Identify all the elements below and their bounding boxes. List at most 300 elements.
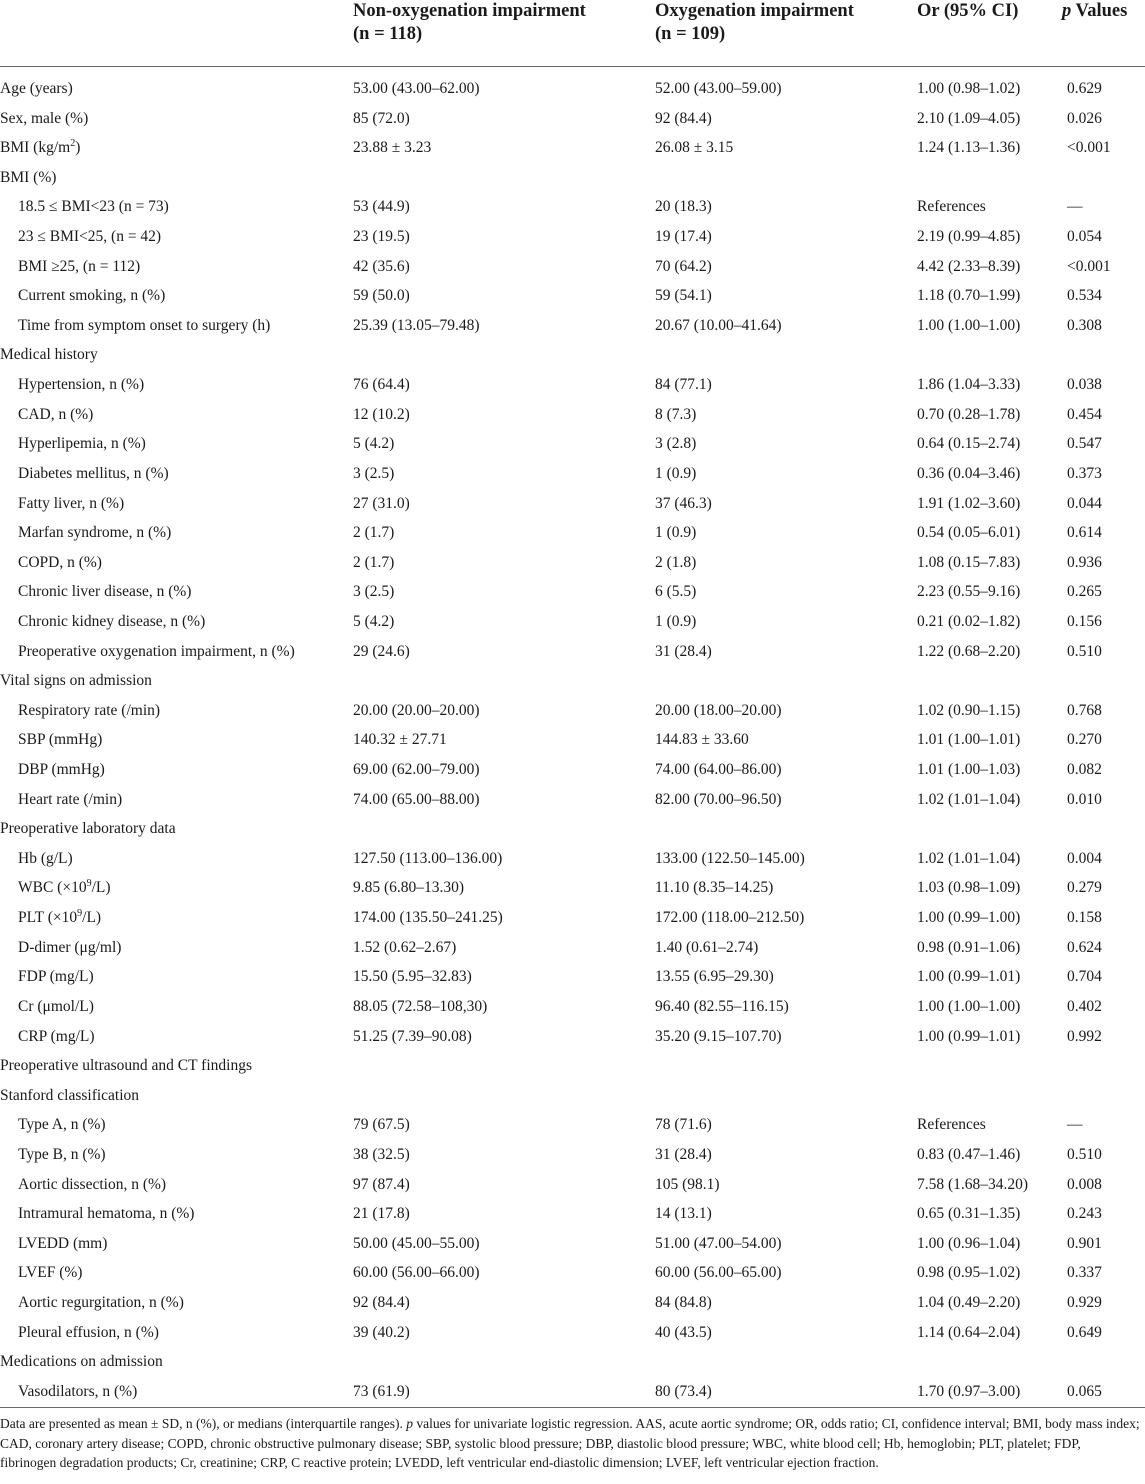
header-oxygenation-title: Oxygenation impairment: [655, 1, 854, 21]
table-row: [0, 814, 1145, 844]
row-label: [18, 903, 101, 932]
row-label: [0, 104, 88, 133]
non-oxygenation-value: 42 (35.6): [353, 257, 410, 275]
row-label-superscript: 2: [70, 138, 76, 150]
odds-ratio-value: 1.00 (1.00–1.00): [917, 997, 1021, 1015]
row-label-text: 23 ≤ BMI<25, (n = 42): [18, 228, 162, 246]
row-label-text: Type A, n (%): [18, 1116, 106, 1134]
oxygenation-value: 35.20 (9.15–107.70): [655, 1027, 782, 1045]
table-row: [0, 370, 1145, 400]
table-row: [0, 548, 1145, 578]
odds-ratio-value: 0.21 (0.02–1.82): [917, 612, 1021, 630]
row-label: [0, 163, 56, 192]
oxygenation-value: 11.10 (8.35–14.25): [655, 879, 774, 897]
table-row: [0, 1022, 1145, 1052]
table-row: [0, 133, 1145, 163]
oxygenation-value: 14 (13.1): [655, 1205, 712, 1223]
header-oxygenation: [655, 0, 854, 46]
header-non-oxygenation-title: Non-oxygenation impairment: [353, 1, 586, 21]
odds-ratio-value: 0.54 (0.05–6.01): [917, 524, 1021, 542]
non-oxygenation-value: 92 (84.4): [353, 1293, 410, 1311]
row-label-text: CRP (mg/L): [18, 1027, 95, 1045]
row-label-text: Preoperative laboratory data: [0, 820, 176, 838]
odds-ratio-value: 0.98 (0.95–1.02): [917, 1264, 1021, 1282]
oxygenation-value: 26.08 ± 3.15: [655, 139, 734, 157]
row-label-text: Fatty liver, n (%): [18, 494, 125, 512]
non-oxygenation-value: 3 (2.5): [353, 464, 395, 482]
table-body: [0, 74, 1145, 1406]
row-label-text: WBC (×10: [18, 879, 87, 897]
row-label: [18, 459, 169, 488]
odds-ratio-value: 1.01 (1.00–1.03): [917, 761, 1021, 779]
oxygenation-value: 78 (71.6): [655, 1116, 712, 1134]
non-oxygenation-value: 53 (44.9): [353, 198, 410, 216]
table-row: [0, 903, 1145, 933]
row-label-text: BMI (kg/m: [0, 139, 71, 157]
odds-ratio-value: 0.70 (0.28–1.78): [917, 405, 1021, 423]
row-label: [18, 755, 105, 784]
oxygenation-value: 84 (77.1): [655, 376, 712, 394]
row-label: [18, 637, 295, 666]
odds-ratio-value: 7.58 (1.68–34.20): [917, 1175, 1029, 1193]
non-oxygenation-value: 74.00 (65.00–88.00): [353, 790, 480, 808]
non-oxygenation-value: 79 (67.5): [353, 1116, 410, 1134]
footnote-p-italic: p: [406, 1416, 414, 1431]
oxygenation-value: 60.00 (56.00–65.00): [655, 1264, 782, 1282]
odds-ratio-value: 1.02 (0.90–1.15): [917, 701, 1021, 719]
p-value: 0.373: [1067, 464, 1102, 482]
oxygenation-value: 92 (84.4): [655, 109, 712, 127]
row-label-text: Marfan syndrome, n (%): [18, 524, 172, 542]
row-label-text: D-dimer (μg/ml): [18, 938, 122, 956]
oxygenation-value: 13.55 (6.95–29.30): [655, 968, 774, 986]
row-label: [18, 1022, 95, 1051]
oxygenation-value: 1.40 (0.61–2.74): [655, 938, 759, 956]
table-row: [0, 340, 1145, 370]
oxygenation-value: 74.00 (64.00–86.00): [655, 761, 782, 779]
non-oxygenation-value: 27 (31.0): [353, 494, 410, 512]
row-label-text: Type B, n (%): [18, 1145, 106, 1163]
row-label-text: Hb (g/L): [18, 849, 73, 867]
p-value: 0.270: [1067, 731, 1102, 749]
oxygenation-value: 80 (73.4): [655, 1382, 712, 1400]
row-label: [18, 1377, 137, 1406]
row-label-text: Current smoking, n (%): [18, 287, 166, 305]
non-oxygenation-value: 25.39 (13.05–79.48): [353, 316, 480, 334]
table-row: [0, 104, 1145, 134]
row-label-text: BMI (%): [0, 168, 57, 186]
row-label: [0, 1051, 252, 1080]
oxygenation-value: 37 (46.3): [655, 494, 712, 512]
row-label-text: LVEDD (mm): [18, 1234, 108, 1252]
table-row: [0, 311, 1145, 341]
p-value: 0.054: [1067, 228, 1102, 246]
row-label: [18, 370, 144, 399]
table-row: [0, 1140, 1145, 1170]
row-label: [0, 814, 176, 843]
non-oxygenation-value: 23.88 ± 3.23: [353, 139, 432, 157]
row-label: [18, 785, 122, 814]
p-value: 0.038: [1067, 376, 1102, 394]
table-row: [0, 281, 1145, 311]
header-oxygenation-n: (n = 109): [655, 24, 726, 44]
row-label-suffix: /L): [91, 879, 111, 897]
non-oxygenation-value: 140.32 ± 27.71: [353, 731, 447, 749]
non-oxygenation-value: 20.00 (20.00–20.00): [353, 701, 480, 719]
non-oxygenation-value: 53.00 (43.00–62.00): [353, 80, 480, 97]
odds-ratio-value: 0.83 (0.47–1.46): [917, 1145, 1021, 1163]
table-row: [0, 1110, 1145, 1140]
table-row: [0, 725, 1145, 755]
row-label: [0, 666, 152, 695]
odds-ratio-value: 1.14 (0.64–2.04): [917, 1323, 1021, 1341]
p-value: 0.901: [1067, 1234, 1102, 1252]
odds-ratio-value: 1.70 (0.97–3.00): [917, 1382, 1021, 1400]
odds-ratio-value: 1.86 (1.04–3.33): [917, 376, 1021, 394]
table-row: [0, 607, 1145, 637]
row-label-text: Vasodilators, n (%): [18, 1382, 138, 1400]
oxygenation-value: 31 (28.4): [655, 1145, 712, 1163]
header-non-oxygenation-n: (n = 118): [353, 24, 423, 44]
oxygenation-value: 19 (17.4): [655, 228, 712, 246]
table-row: [0, 1199, 1145, 1229]
non-oxygenation-value: 3 (2.5): [353, 583, 395, 601]
row-label-text: LVEF (%): [18, 1264, 83, 1282]
table-row: [0, 933, 1145, 963]
row-label-text: Stanford classification: [0, 1086, 140, 1104]
oxygenation-value: 20 (18.3): [655, 198, 712, 216]
row-label: [18, 252, 140, 281]
oxygenation-value: 51.00 (47.00–54.00): [655, 1234, 782, 1252]
header-p-italic: p: [1062, 1, 1072, 21]
oxygenation-value: 2 (1.8): [655, 553, 697, 571]
odds-ratio-value: 4.42 (2.33–8.39): [917, 257, 1021, 275]
odds-ratio-value: 1.00 (1.00–1.00): [917, 316, 1021, 334]
table-row: [0, 1051, 1145, 1081]
oxygenation-value: 70 (64.2): [655, 257, 712, 275]
odds-ratio-value: References: [917, 198, 986, 216]
row-label: [0, 74, 73, 103]
oxygenation-value: 20.00 (18.00–20.00): [655, 701, 782, 719]
oxygenation-value: 84 (84.8): [655, 1293, 712, 1311]
p-value: 0.010: [1067, 790, 1102, 808]
table-row: [0, 666, 1145, 696]
p-value: 0.065: [1067, 1382, 1102, 1400]
p-value: 0.624: [1067, 938, 1102, 956]
odds-ratio-value: 2.10 (1.09–4.05): [917, 109, 1021, 127]
table-row: [0, 1347, 1145, 1377]
table-row: [0, 992, 1145, 1022]
table-row: [0, 785, 1145, 815]
odds-ratio-value: 2.23 (0.55–9.16): [917, 583, 1021, 601]
p-value: 0.402: [1067, 997, 1102, 1015]
p-value: 0.510: [1067, 642, 1102, 660]
odds-ratio-value: 1.00 (0.98–1.02): [917, 80, 1021, 97]
p-value: 0.158: [1067, 909, 1102, 927]
odds-ratio-value: 1.02 (1.01–1.04): [917, 790, 1021, 808]
p-value: 0.992: [1067, 1027, 1102, 1045]
table-row: [0, 1081, 1145, 1111]
p-value: 0.454: [1067, 405, 1102, 423]
non-oxygenation-value: 127.50 (113.00–136.00): [353, 849, 503, 867]
table-row: [0, 459, 1145, 489]
row-label: [18, 607, 205, 636]
row-label: [18, 548, 102, 577]
row-label-text: Hypertension, n (%): [18, 376, 145, 394]
p-value: 0.243: [1067, 1205, 1102, 1223]
table-row: [0, 1170, 1145, 1200]
table-row: [0, 489, 1145, 519]
table-row: [0, 1229, 1145, 1259]
p-value: 0.629: [1067, 80, 1102, 97]
row-label-text: Intramural hematoma, n (%): [18, 1205, 195, 1223]
row-label-superscript: 9: [86, 878, 92, 890]
table-row: [0, 637, 1145, 667]
row-label: [18, 1258, 82, 1287]
non-oxygenation-value: 76 (64.4): [353, 376, 410, 394]
row-label: [18, 1140, 106, 1169]
non-oxygenation-value: 21 (17.8): [353, 1205, 410, 1223]
header-p-values-label: [1062, 0, 1127, 23]
p-value: 0.004: [1067, 849, 1102, 867]
oxygenation-value: 8 (7.3): [655, 405, 697, 423]
row-label: [18, 933, 121, 962]
non-oxygenation-value: 15.50 (5.95–32.83): [353, 968, 472, 986]
row-label: [18, 992, 94, 1021]
row-label-text: Pleural effusion, n (%): [18, 1323, 159, 1341]
row-label-suffix: /L): [82, 909, 102, 927]
p-value: <0.001: [1067, 257, 1111, 275]
oxygenation-value: 1 (0.9): [655, 464, 697, 482]
footnote-part1: Data are presented as mean ± SD, n (%), or medians (interquartile ranges).: [0, 1416, 407, 1431]
oxygenation-value: 96.40 (82.55–116.15): [655, 997, 789, 1015]
non-oxygenation-value: 2 (1.7): [353, 524, 395, 542]
row-label: [18, 844, 73, 873]
p-value: 0.279: [1067, 879, 1102, 897]
odds-ratio-value: 1.24 (1.13–1.36): [917, 139, 1021, 157]
p-value: 0.265: [1067, 583, 1102, 601]
p-value: 0.649: [1067, 1323, 1102, 1341]
table-row: [0, 696, 1145, 726]
oxygenation-value: 6 (5.5): [655, 583, 697, 601]
non-oxygenation-value: 5 (4.2): [353, 612, 395, 630]
row-label-text: Time from symptom onset to surgery (h): [18, 316, 271, 334]
non-oxygenation-value: 39 (40.2): [353, 1323, 410, 1341]
footer-rule: [0, 1407, 1145, 1408]
table-row: [0, 1258, 1145, 1288]
p-value: 0.337: [1067, 1264, 1102, 1282]
non-oxygenation-value: 23 (19.5): [353, 228, 410, 246]
row-label-text: Respiratory rate (/min): [18, 701, 161, 719]
p-value: 0.704: [1067, 968, 1102, 986]
table-row: [0, 577, 1145, 607]
row-label-text: Medications on admission: [0, 1353, 163, 1371]
row-label: [18, 577, 191, 606]
non-oxygenation-value: 2 (1.7): [353, 553, 395, 571]
oxygenation-value: 40 (43.5): [655, 1323, 712, 1341]
odds-ratio-value: 1.01 (1.00–1.01): [917, 731, 1021, 749]
row-label-text: Preoperative ultrasound and CT findings: [0, 1057, 252, 1075]
non-oxygenation-value: 69.00 (62.00–79.00): [353, 761, 480, 779]
row-label-text: Preoperative oxygenation impairment, n (%): [18, 642, 295, 660]
p-value: 0.308: [1067, 316, 1102, 334]
header-non-oxygenation: [353, 0, 586, 46]
non-oxygenation-value: 29 (24.6): [353, 642, 410, 660]
p-value: 0.510: [1067, 1145, 1102, 1163]
non-oxygenation-value: 59 (50.0): [353, 287, 410, 305]
table-row: [0, 429, 1145, 459]
p-value: —: [1067, 1116, 1083, 1134]
non-oxygenation-value: 1.52 (0.62–2.67): [353, 938, 457, 956]
non-oxygenation-value: 174.00 (135.50–241.25): [353, 909, 503, 927]
row-label-text: COPD, n (%): [18, 553, 102, 571]
non-oxygenation-value: 50.00 (45.00–55.00): [353, 1234, 480, 1252]
table-row: [0, 222, 1145, 252]
header-rule: [0, 66, 1145, 67]
table-footnote: [0, 1414, 1140, 1473]
row-label-text: Age (years): [0, 80, 73, 97]
row-label-text: Hyperlipemia, n (%): [18, 435, 146, 453]
row-label-text: DBP (mmHg): [18, 761, 105, 779]
row-label-text: Sex, male (%): [0, 109, 89, 127]
odds-ratio-value: 1.08 (0.15–7.83): [917, 553, 1021, 571]
oxygenation-value: 31 (28.4): [655, 642, 712, 660]
odds-ratio-value: 1.04 (0.49–2.20): [917, 1293, 1021, 1311]
non-oxygenation-value: 38 (32.5): [353, 1145, 410, 1163]
odds-ratio-value: 1.03 (0.98–1.09): [917, 879, 1021, 897]
table-row: [0, 873, 1145, 903]
oxygenation-value: 1 (0.9): [655, 612, 697, 630]
row-label-text: Aortic dissection, n (%): [18, 1175, 167, 1193]
table-row: [0, 163, 1145, 193]
table-header: [0, 0, 1145, 64]
oxygenation-value: 59 (54.1): [655, 287, 712, 305]
table-row: [0, 1377, 1145, 1407]
header-p-values: [1062, 0, 1127, 23]
p-value: 0.929: [1067, 1293, 1102, 1311]
non-oxygenation-value: 12 (10.2): [353, 405, 410, 423]
table-row: [0, 755, 1145, 785]
p-value: 0.044: [1067, 494, 1102, 512]
table-row: [0, 74, 1145, 104]
non-oxygenation-value: 88.05 (72.58–108,30): [353, 997, 488, 1015]
non-oxygenation-value: 73 (61.9): [353, 1382, 410, 1400]
row-label-text: Vital signs on admission: [0, 672, 152, 690]
oxygenation-value: 20.67 (10.00–41.64): [655, 316, 782, 334]
odds-ratio-value: References: [917, 1116, 986, 1134]
row-label-text: BMI ≥25, (n = 112): [18, 257, 141, 275]
row-label-text: Chronic kidney disease, n (%): [18, 612, 206, 630]
row-label-text: Diabetes mellitus, n (%): [18, 464, 169, 482]
non-oxygenation-value: 5 (4.2): [353, 435, 395, 453]
p-value: 0.614: [1067, 524, 1102, 542]
table-row: [0, 844, 1145, 874]
oxygenation-value: 82.00 (70.00–96.50): [655, 790, 782, 808]
oxygenation-value: 105 (98.1): [655, 1175, 720, 1193]
odds-ratio-value: 1.00 (0.99–1.01): [917, 968, 1021, 986]
row-label-text: Aortic regurgitation, n (%): [18, 1293, 184, 1311]
row-label: [18, 429, 146, 458]
oxygenation-value: 52.00 (43.00–59.00): [655, 80, 782, 97]
header-p-rest: Values: [1071, 1, 1128, 21]
footnote-part2: values for univariate logistic regression. AAS, acute aortic syndrome; OR, odds ratio; CI, confidence interval; BMI, body mass index; CAD, coronary artery disease; COPD, chronic obstructive pulmonary disease; SBP, systolic blood pressure; DBP, diastolic blood pressure; WBC, white blood cell; Hb, hemoglobin; PLT, platelet; FDP, fibrinogen degradation products; Cr, creatinine; CRP, C reactive protein; LVEDD, left ventricular end-diastolic dimension; LVEF, left ventricular ejection fraction.: [0, 1416, 1140, 1470]
row-label: [18, 311, 270, 340]
table-row: [0, 1318, 1145, 1348]
row-label: [18, 222, 161, 251]
non-oxygenation-value: 60.00 (56.00–66.00): [353, 1264, 480, 1282]
p-value: <0.001: [1067, 139, 1111, 157]
row-label: [0, 1081, 139, 1110]
p-value: 0.008: [1067, 1175, 1102, 1193]
table-row: [0, 518, 1145, 548]
p-value: 0.768: [1067, 701, 1102, 719]
non-oxygenation-value: 85 (72.0): [353, 109, 410, 127]
oxygenation-value: 172.00 (118.00–212.50): [655, 909, 805, 927]
oxygenation-value: 1 (0.9): [655, 524, 697, 542]
odds-ratio-value: 1.22 (0.68–2.20): [917, 642, 1021, 660]
odds-ratio-value: 0.36 (0.04–3.46): [917, 464, 1021, 482]
p-value: 0.156: [1067, 612, 1102, 630]
row-label-text: 18.5 ≤ BMI<23 (n = 73): [18, 198, 169, 216]
row-label: [18, 962, 94, 991]
odds-ratio-value: 0.98 (0.91–1.06): [917, 938, 1021, 956]
header-odds-ratio: [917, 0, 1018, 23]
table-row: [0, 252, 1145, 282]
p-value: 0.547: [1067, 435, 1102, 453]
row-label-text: SBP (mmHg): [18, 731, 103, 749]
odds-ratio-value: 1.00 (0.99–1.00): [917, 909, 1021, 927]
row-label-text: CAD, n (%): [18, 405, 94, 423]
row-label: [0, 1347, 163, 1376]
row-label: [18, 489, 124, 518]
odds-ratio-value: 0.64 (0.15–2.74): [917, 435, 1021, 453]
odds-ratio-value: 1.00 (0.96–1.04): [917, 1234, 1021, 1252]
row-label-text: Chronic liver disease, n (%): [18, 583, 192, 601]
row-label-text: Heart rate (/min): [18, 790, 123, 808]
row-label: [18, 1318, 159, 1347]
row-label-text: FDP (mg/L): [18, 968, 94, 986]
non-oxygenation-value: 97 (87.4): [353, 1175, 410, 1193]
row-label: [18, 696, 160, 725]
odds-ratio-value: 1.18 (0.70–1.99): [917, 287, 1021, 305]
row-label: [18, 192, 169, 221]
table-row: [0, 962, 1145, 992]
row-label: [18, 873, 111, 902]
non-oxygenation-value: 51.25 (7.39–90.08): [353, 1027, 472, 1045]
non-oxygenation-value: 9.85 (6.80–13.30): [353, 879, 465, 897]
row-label-text: Cr (μmol/L): [18, 997, 94, 1015]
odds-ratio-value: 1.02 (1.01–1.04): [917, 849, 1021, 867]
row-label: [18, 1288, 184, 1317]
header-odds-ratio-label: Or (95% CI): [917, 1, 1019, 21]
row-label-superscript: 9: [77, 908, 83, 920]
row-label: [18, 518, 171, 547]
row-label: [18, 281, 165, 310]
odds-ratio-value: 1.00 (0.99–1.01): [917, 1027, 1021, 1045]
oxygenation-value: 3 (2.8): [655, 435, 697, 453]
oxygenation-value: 133.00 (122.50–145.00): [655, 849, 805, 867]
row-label-text: PLT (×10: [18, 909, 78, 927]
row-label: [0, 340, 98, 369]
p-value: 0.936: [1067, 553, 1102, 571]
row-label: [18, 400, 93, 429]
odds-ratio-value: 2.19 (0.99–4.85): [917, 228, 1021, 246]
table-row: [0, 400, 1145, 430]
row-label: [18, 725, 102, 754]
odds-ratio-value: 1.91 (1.02–3.60): [917, 494, 1021, 512]
row-label: [0, 133, 80, 162]
oxygenation-value: 144.83 ± 33.60: [655, 731, 749, 749]
